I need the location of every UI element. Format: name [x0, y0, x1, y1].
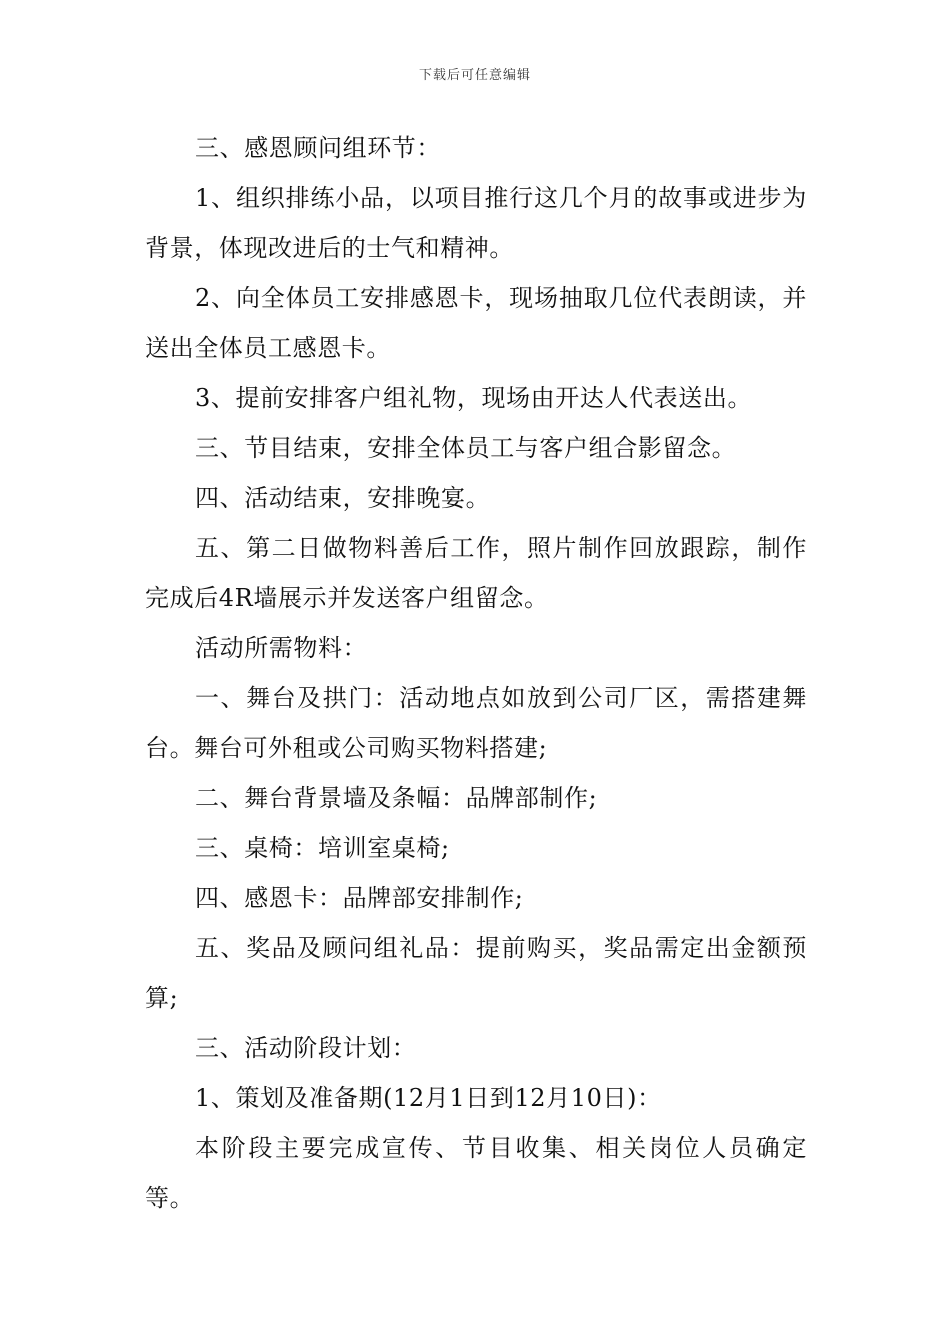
- paragraph-skit-item: 1、组织排练小品，以项目推行这几个月的故事或进步为背景，体现改进后的士气和精神。: [145, 184, 807, 262]
- paragraph-program-end: 三、节目结束，安排全体员工与客户组合影留念。: [195, 434, 737, 462]
- page-header: 下载后可任意编辑: [418, 68, 531, 83]
- paragraph-gratitude-section-heading: 三、感恩顾问组环节：: [195, 134, 441, 162]
- paragraph-thank-you-card-item: 2、向全体员工安排感恩卡，现场抽取几位代表朗读，并送出全体员工感恩卡。: [145, 284, 807, 362]
- paragraph-materials-heading: 活动所需物料：: [195, 634, 368, 662]
- paragraph-phase-plan-heading: 三、活动阶段计划：: [195, 1034, 417, 1062]
- paragraph-phase-description: 本阶段主要完成宣传、节目收集、相关岗位人员确定等。: [145, 1134, 807, 1212]
- paragraph-prizes-gifts: 五、奖品及顾问组礼品：提前购买，奖品需定出金额预算;: [145, 934, 807, 1012]
- document-body: [145, 123, 807, 1223]
- paragraph-tables-chairs: 三、桌椅：培训室桌椅;: [195, 834, 450, 862]
- paragraph-thank-you-cards: 四、感恩卡：品牌部安排制作;: [195, 884, 524, 912]
- paragraph-client-gift-item: 3、提前安排客户组礼物，现场由开达人代表送出。: [195, 384, 753, 412]
- paragraph-second-day-followup: 五、第二日做物料善后工作，照片制作回放跟踪，制作完成后4R墙展示并发送客户组留念。: [145, 534, 807, 612]
- paragraph-backdrop-banner: 二、舞台背景墙及条幅：品牌部制作;: [195, 784, 598, 812]
- paragraph-planning-phase: 1、策划及准备期(12月1日到12月10日)：: [195, 1084, 662, 1112]
- paragraph-event-end: 四、活动结束，安排晚宴。: [195, 484, 491, 512]
- paragraph-stage-arch: 一、舞台及拱门：活动地点如放到公司厂区，需搭建舞台。舞台可外租或公司购买物料搭建;: [145, 684, 807, 762]
